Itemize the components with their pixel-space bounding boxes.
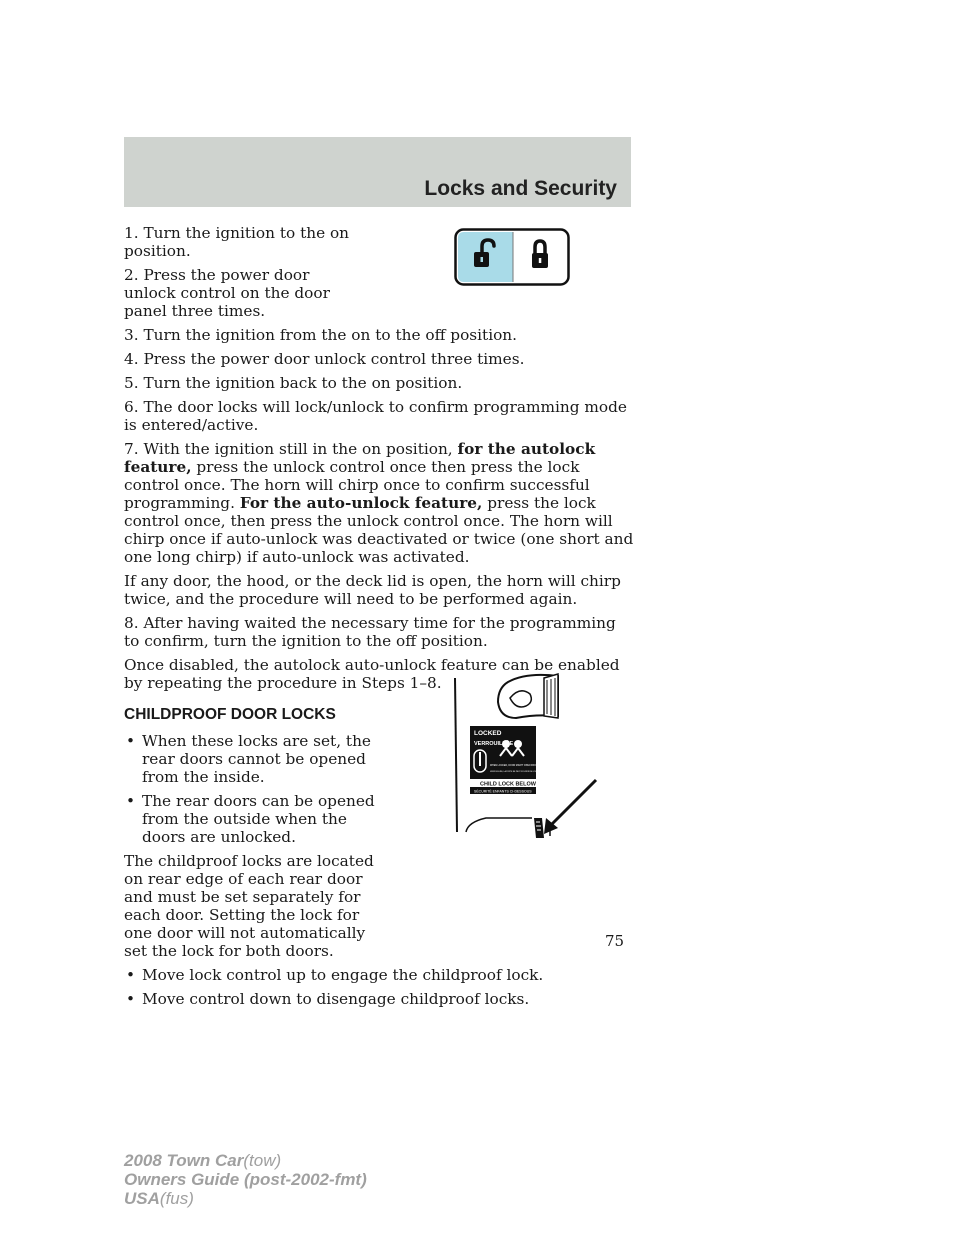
step-3: 3. Turn the ignition from the on to the off position.	[124, 326, 518, 344]
bullet-item	[124, 966, 636, 984]
label-french-note: VERROUILLÉE, LA PORTE NE PEUT S'OUVRIR DE L'INTÉRIEUR	[490, 771, 545, 773]
bullet-item	[124, 792, 392, 846]
label-english-note: WHEN LOCKED, DOOR MIGHT OPEN FROM INSIDE	[490, 765, 547, 767]
footer-line-1	[124, 1151, 367, 1170]
bullet-symbol: •	[126, 990, 136, 1008]
footer-line-3	[124, 1189, 367, 1208]
step-6: 6. The door locks will lock/unlock to confirm programming mode is entered/active.	[124, 398, 627, 434]
document-footer	[124, 1151, 367, 1208]
footer-market-code: (fus)	[159, 1189, 194, 1208]
step-2: 2. Press the power door unlock control on the door panel three times.	[124, 266, 330, 320]
section-title: Locks and Security	[424, 177, 617, 200]
bullet-item	[124, 732, 392, 786]
label-locked: LOCKED	[474, 730, 502, 737]
step-7-autounlock-label: For the auto-unlock feature,	[239, 494, 483, 512]
step-7-autolock-text: press the unlock control once then press the lock control once. The horn will chirp once to confirm successful programming.	[124, 458, 590, 512]
bullet-text: Move lock control up to engage the childproof lock.	[142, 966, 544, 984]
step-5: 5. Turn the ignition back to the on position.	[124, 374, 463, 392]
bullet-text: The rear doors can be opened from the outside when the doors are unlocked.	[142, 792, 375, 846]
childproof-heading: CHILDPROOF DOOR LOCKS	[124, 706, 336, 723]
footer-market: USA	[124, 1189, 160, 1208]
bullet-text: Move control down to disengage childproof locks.	[142, 990, 530, 1008]
footer-model: 2008 Town Car	[124, 1151, 244, 1170]
door-open-note: If any door, the hood, or the deck lid is open, the horn will chirp twice, and the procedure will need to be performed again.	[124, 572, 621, 608]
bullet-symbol: •	[126, 732, 136, 750]
once-disabled-note: Once disabled, the autolock auto-unlock feature can be enabled by repeating the procedure in Steps 1–8.	[124, 656, 620, 692]
step-7-autolock-label: for the autolock feature,	[124, 440, 596, 476]
footer-line-2: Owners Guide (post-2002-fmt)	[124, 1170, 367, 1189]
step-8: 8. After having waited the necessary time for the programming to confirm, turn the ignition to the off position.	[124, 614, 616, 650]
step-7-intro: 7. With the ignition still in the on position,	[124, 440, 458, 458]
bullet-symbol: •	[126, 966, 136, 984]
bullet-item	[124, 990, 636, 1008]
step-7	[124, 440, 636, 566]
bullet-text: When these locks are set, the rear doors cannot be opened from the inside.	[142, 732, 371, 786]
section-header	[124, 137, 631, 207]
bullet-symbol: •	[126, 792, 136, 810]
label-verrouillee: VERROUILLÉE	[474, 741, 514, 747]
step-1: 1. Turn the ignition to the on position.	[124, 224, 350, 260]
page-number: 75	[605, 932, 625, 950]
footer-model-code: (tow)	[243, 1151, 282, 1170]
childproof-location-text: The childproof locks are located on rear edge of each rear door and must be set separately for each door. Setting the lock for one door will not automatically set the lock for both doors.	[124, 852, 374, 960]
page-body	[124, 224, 636, 1014]
step-4: 4. Press the power door unlock control three times.	[124, 350, 525, 368]
step-7-autounlock-text: press the lock control once, then press the unlock control once. The horn will chirp once if auto-unlock was deactivated or twice (one short and one long chirp) if auto-unlock was activated.	[124, 494, 634, 566]
label-securite-enfants: SÉCURITÉ ENFANTS CI-DESSOUS	[474, 789, 532, 794]
label-child-lock-below: CHILD LOCK BELOW	[480, 781, 536, 788]
